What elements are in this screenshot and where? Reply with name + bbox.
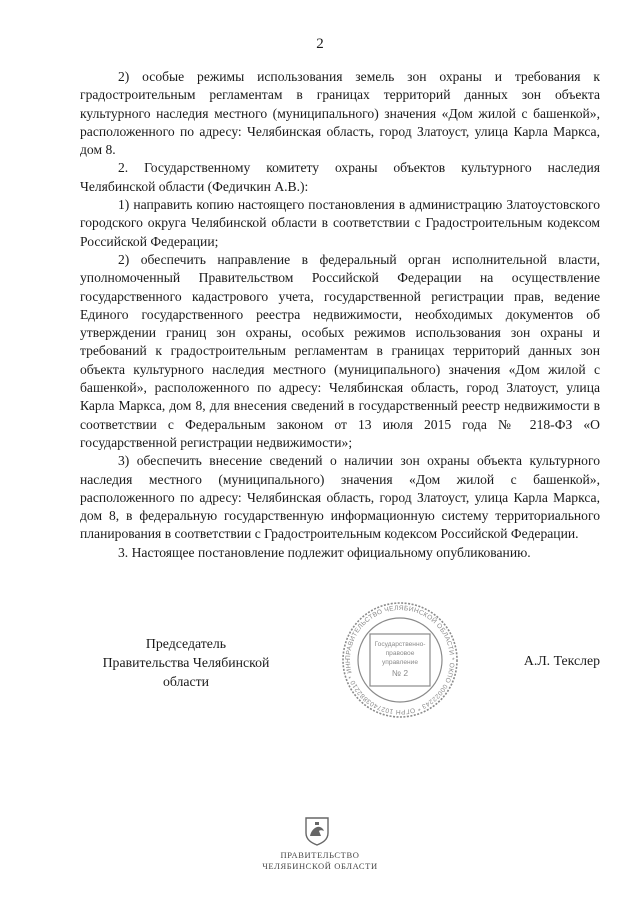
footer-org-line1: ПРАВИТЕЛЬСТВО (280, 850, 360, 860)
document-body (80, 68, 600, 562)
stamp-center-line1: Государственно- (374, 641, 426, 648)
paragraph: 2) особые режимы использования земель зон охраны и требования к градостроительным регламентам в границах территорий данных зон объекта культурного наследия местного (муниципального) значения «Дом жилой с башенкой», расположенного по адресу: Челябинская область, город Златоуст, улица Карла Маркса, дом 8. (80, 69, 600, 158)
footer-org-line2: ЧЕЛЯБИНСКОЙ ОБЛАСТИ (262, 861, 378, 871)
paragraph: 1) направить копию настоящего постановления в администрацию Златоустовского городского округа Челябинской области в соответствии с Градостроительным кодексом Российской Федерации; (80, 197, 600, 249)
coat-of-arms-icon (303, 816, 331, 846)
paragraph: 3) обеспечить внесение сведений о наличии зон охраны объекта культурного наследия местного (муниципального) значения «Дом жилой с башенкой», расположенного по адресу: Челябинская область, город Златоуст, улица Карла Маркса, дом 8, в федеральную государственную информационную систему территориального планирования в соответствии с Градостроительным кодексом Российской Федерации. (80, 453, 600, 542)
paragraph: 2) обеспечить направление в федеральный орган исполнительной власти, уполномоченный Правительством Российской Федерации на осуществление государственного кадастрового учета, государственной регистрации прав, ведение Единого государственного реестра недвижимости, необходимых документов об утверждении границ зон охраны, особых режимов использования зон охраны и требований к градостроительным регламентам в границах территорий данных зон объекта культурного наследия местного (муниципального) значения «Дом жилой с башенкой», расположенного по адресу: Челябинская область, город Златоуст, улица Карла Маркса, дом 8, для внесения сведений в государственный реестр недвижимости в соответствии с Федеральным законом от 13 июля 2015 года № 218-ФЗ «О государственной регистрации недвижимости»; (80, 251, 600, 450)
stamp-center-line3: управление (381, 659, 419, 666)
signatory-name: А.Л. Текслер (523, 653, 600, 668)
signatory-position (86, 634, 286, 691)
stamp-center-line4: № 2 (391, 668, 409, 678)
stamp-center-line2: правовое (385, 650, 415, 657)
page-number: 2 (316, 36, 324, 52)
official-seal-stamp (340, 600, 460, 720)
paragraph: 2. Государственному комитету охраны объектов культурного наследия Челябинской области (Федичкин А.В.): (80, 160, 600, 194)
paragraph: 3. Настоящее постановление подлежит официальному опубликованию. (118, 544, 531, 560)
footer-organization (0, 850, 640, 872)
signatory-position-line2: Правительства Челябинской области (102, 655, 270, 689)
stamp-ring-text: ПРАВИТЕЛЬСТВО ЧЕЛЯБИНСКОЙ ОБЛАСТИ * ОКПО 00022243 * ОГРН 1027403882210 * ИНН (344, 604, 456, 716)
signatory-position-line1: Председатель (145, 636, 227, 651)
